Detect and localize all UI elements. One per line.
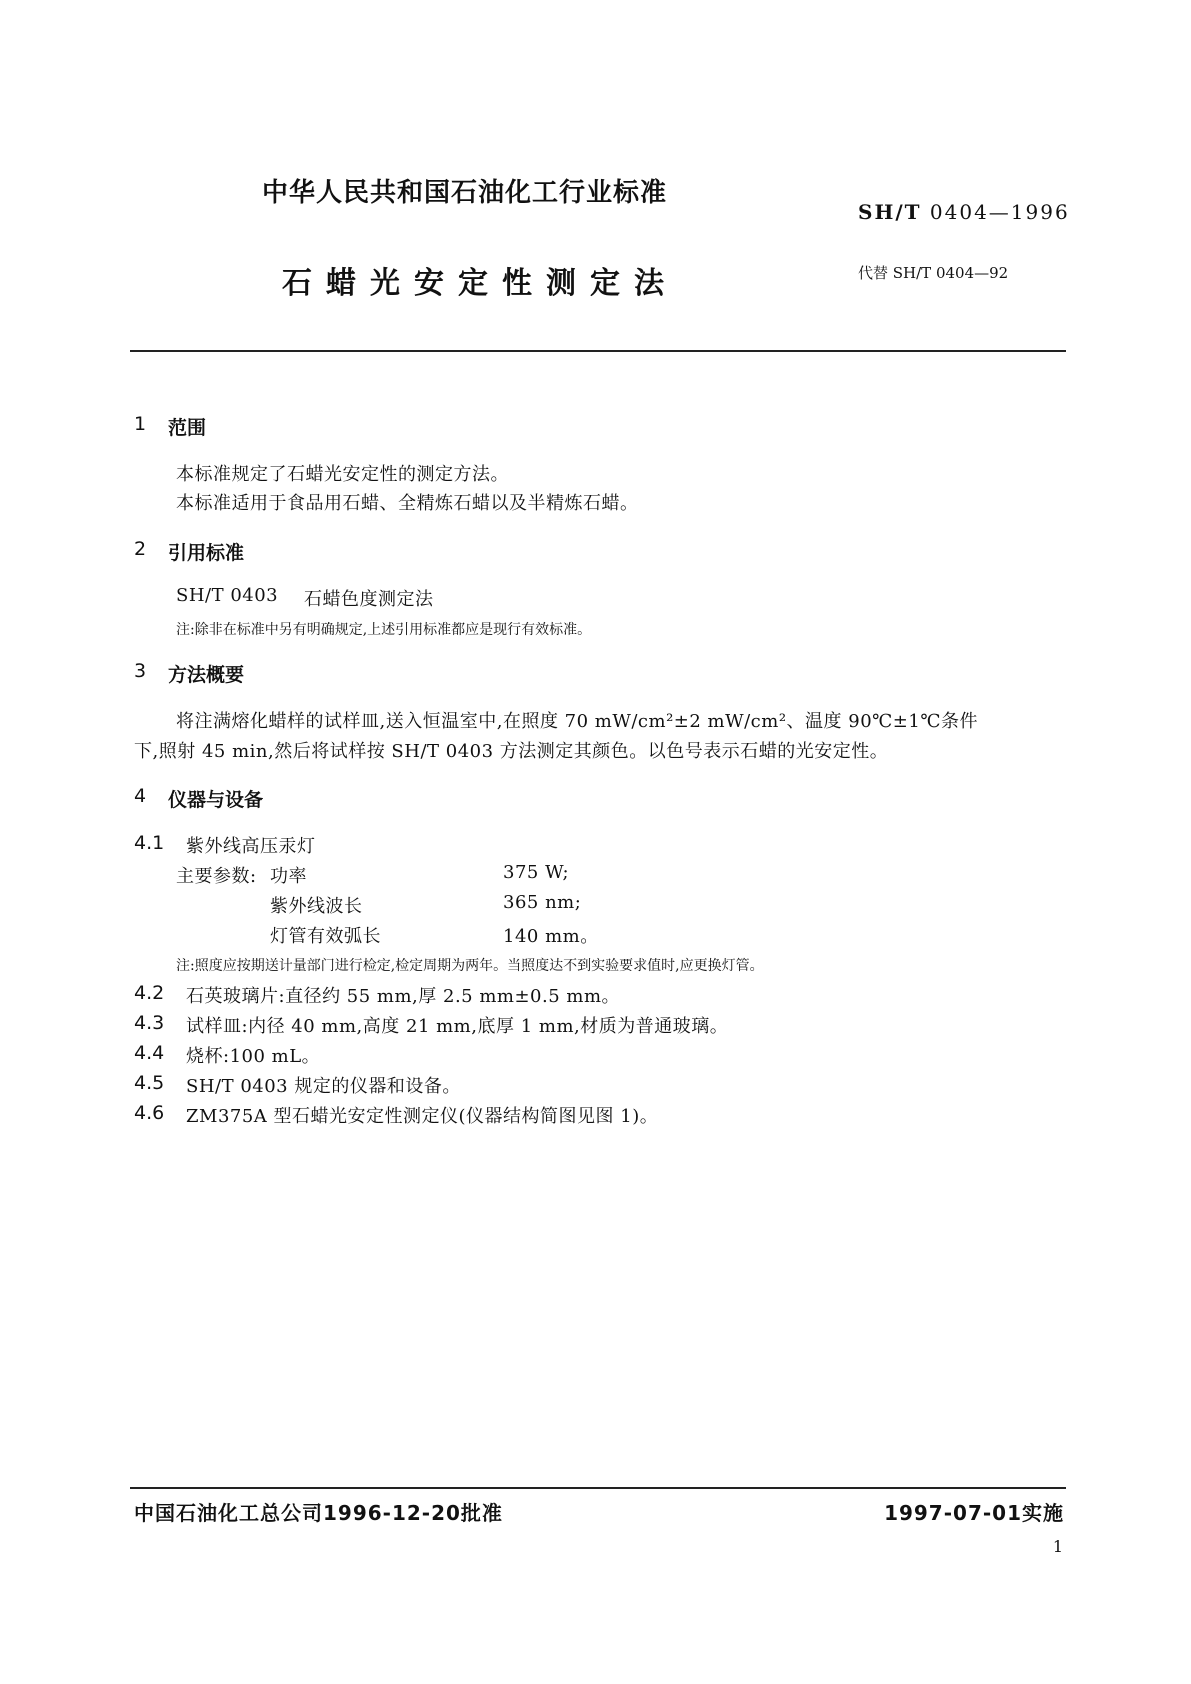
- implementation-date: 1997-07-01实施: [884, 1501, 1064, 1525]
- section-3-paragraph-line: 将注满熔化蜡样的试样皿,送入恒温室中,在照度 70 mW/cm²±2 mW/cm²、温度 90℃±1℃条件: [176, 711, 978, 732]
- params-label: 主要参数:: [176, 866, 257, 887]
- param-value: 375 W;: [503, 862, 570, 883]
- section-1-title: 范围: [168, 417, 207, 439]
- clause-number: 4.4: [134, 1042, 165, 1064]
- section-2-note: 注:除非在标准中另有明确规定,上述引用标准都应是现行有效标准。: [176, 622, 592, 638]
- clause-text: 石英玻璃片:直径约 55 mm,厚 2.5 mm±0.5 mm。: [186, 986, 621, 1007]
- standard-code: [858, 200, 1070, 224]
- section-2-number: 2: [134, 538, 147, 560]
- replaces-standard: 代替 SH/T 0404—92: [858, 264, 1009, 282]
- document-title: 石蜡光安定性测定法: [282, 266, 678, 301]
- param-name: 灯管有效弧长: [270, 926, 381, 947]
- clause-number: 4.6: [134, 1102, 165, 1124]
- section-3-paragraph-line: 下,照射 45 min,然后将试样按 SH/T 0403 方法测定其颜色。以色号表示石蜡的光安定性。: [134, 741, 889, 762]
- clause-number: 4.3: [134, 1012, 165, 1034]
- clause-text: ZM375A 型石蜡光安定性测定仪(仪器结构简图见图 1)。: [186, 1106, 659, 1127]
- section-3-title: 方法概要: [168, 664, 245, 686]
- clause-number: 4.2: [134, 982, 165, 1004]
- section-1-paragraph: 本标准规定了石蜡光安定性的测定方法。: [176, 464, 509, 485]
- param-value: 365 nm;: [503, 892, 582, 913]
- industry-standard-heading: 中华人民共和国石油化工行业标准: [262, 178, 668, 208]
- footer-divider: [130, 1487, 1066, 1489]
- reference-title: 石蜡色度测定法: [304, 589, 434, 610]
- clause-text: SH/T 0403 规定的仪器和设备。: [186, 1076, 461, 1097]
- section-4-number: 4: [134, 785, 147, 807]
- reference-code: SH/T 0403: [176, 585, 279, 606]
- header-divider: [130, 350, 1066, 352]
- clause-number: 4.5: [134, 1072, 165, 1094]
- param-name: 功率: [270, 866, 307, 887]
- section-2-title: 引用标准: [168, 542, 245, 564]
- section-1-number: 1: [134, 413, 147, 435]
- page-number: 1: [1052, 1537, 1063, 1556]
- section-3-number: 3: [134, 660, 147, 682]
- param-name: 紫外线波长: [270, 896, 363, 917]
- lamp-note: 注:照度应按期送计量部门进行检定,检定周期为两年。当照度达不到实验要求值时,应更换灯管。: [176, 958, 764, 974]
- section-4-title: 仪器与设备: [168, 789, 264, 811]
- standard-code-prefix: SH/T: [858, 200, 922, 224]
- clause-number: 4.1: [134, 832, 165, 854]
- clause-text: 紫外线高压汞灯: [186, 836, 316, 857]
- approval-date: 中国石油化工总公司1996-12-20批准: [134, 1501, 503, 1525]
- clause-text: 烧杯:100 mL。: [186, 1046, 321, 1067]
- clause-text: 试样皿:内径 40 mm,高度 21 mm,底厚 1 mm,材质为普通玻璃。: [186, 1016, 729, 1037]
- section-1-paragraph: 本标准适用于食品用石蜡、全精炼石蜡以及半精炼石蜡。: [176, 493, 639, 514]
- param-value: 140 mm。: [503, 926, 599, 947]
- standard-code-number: 0404—1996: [921, 200, 1070, 224]
